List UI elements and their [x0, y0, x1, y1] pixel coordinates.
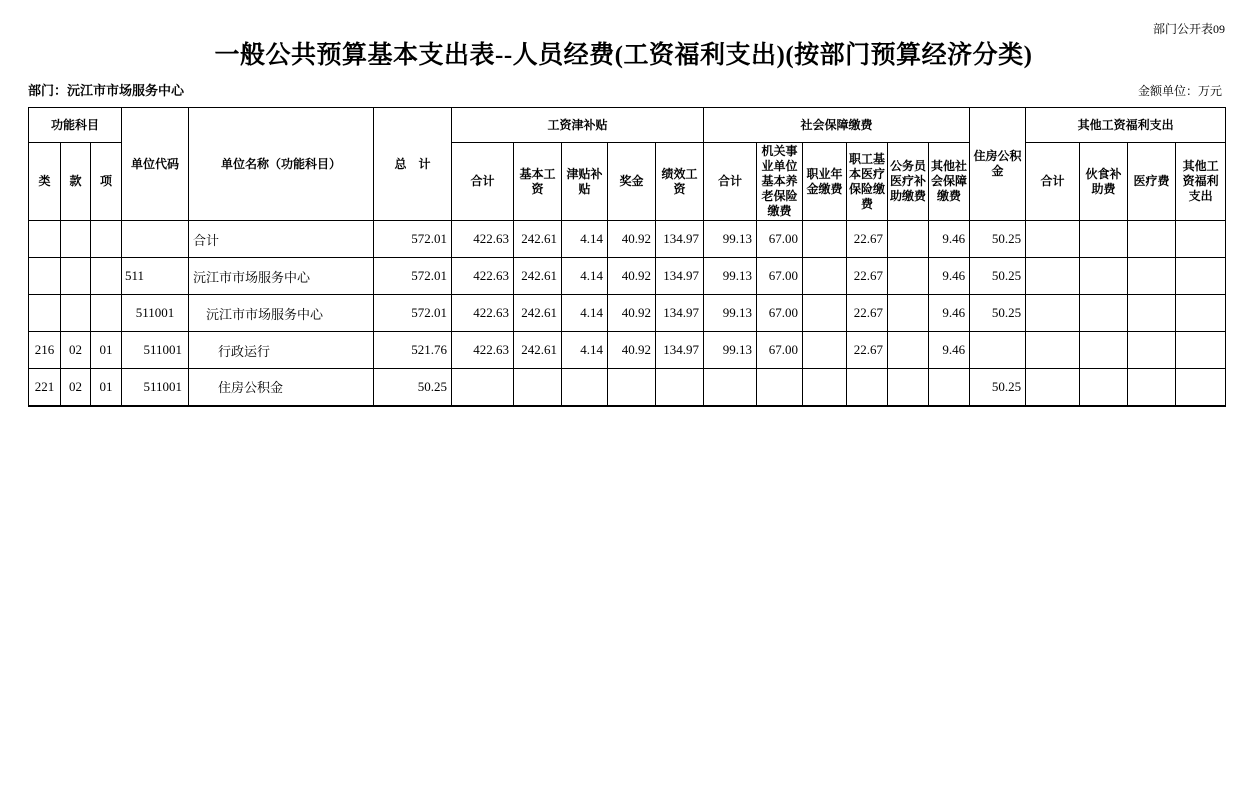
- cell-value: [1080, 332, 1128, 369]
- cell-value: 521.76: [374, 332, 452, 369]
- cell-value: 50.25: [970, 295, 1026, 332]
- cell-value: 67.00: [757, 221, 803, 258]
- cell-value: 572.01: [374, 295, 452, 332]
- cell-value: [1080, 221, 1128, 258]
- cell-value: 4.14: [562, 332, 608, 369]
- department-label: 部门：沅江市市场服务中心: [28, 83, 185, 98]
- header-grand-total: 总 计: [374, 108, 452, 221]
- table-body: [29, 221, 1226, 406]
- cell-value: 9.46: [929, 332, 970, 369]
- header-social-total: 合计: [704, 143, 757, 221]
- header-other-medical-fee: 医疗费: [1128, 143, 1176, 221]
- budget-table: [28, 107, 1226, 407]
- cell-section: [61, 258, 91, 295]
- cell-value: 67.00: [757, 295, 803, 332]
- table-row: [29, 221, 1226, 258]
- cell-unit-code: 511001: [122, 332, 189, 369]
- cell-value: [1176, 258, 1226, 295]
- cell-value: 134.97: [656, 332, 704, 369]
- header-social-civil-medical: 公务员医疗补助缴费: [888, 143, 929, 221]
- cell-value: 22.67: [847, 332, 888, 369]
- cell-value: [757, 369, 803, 406]
- cell-value: 134.97: [656, 221, 704, 258]
- cell-value: 50.25: [374, 369, 452, 406]
- cell-value: 422.63: [452, 295, 514, 332]
- cell-value: [704, 369, 757, 406]
- cell-value: [1128, 295, 1176, 332]
- cell-value: 422.63: [452, 221, 514, 258]
- header-row-groups: [29, 108, 1226, 143]
- header-other-total: 合计: [1026, 143, 1080, 221]
- cell-unit-name: 住房公积金: [189, 369, 374, 406]
- cell-class: [29, 221, 61, 258]
- cell-value: 4.14: [562, 258, 608, 295]
- cell-value: 9.46: [929, 221, 970, 258]
- header-other-misc: 其他工资福利支出: [1176, 143, 1226, 221]
- cell-value: [803, 295, 847, 332]
- cell-item: [91, 258, 122, 295]
- cell-value: [888, 295, 929, 332]
- cell-value: [888, 369, 929, 406]
- cell-section: 02: [61, 369, 91, 406]
- header-social-pension: 机关事业单位基本养老保险缴费: [757, 143, 803, 221]
- cell-value: 99.13: [704, 332, 757, 369]
- cell-value: [1128, 258, 1176, 295]
- cell-value: [452, 369, 514, 406]
- cell-value: 242.61: [514, 295, 562, 332]
- cell-value: 40.92: [608, 295, 656, 332]
- cell-value: 572.01: [374, 221, 452, 258]
- cell-value: 9.46: [929, 295, 970, 332]
- header-wage-basic: 基本工资: [514, 143, 562, 221]
- header-social-medical: 职工基本医疗保险缴费: [847, 143, 888, 221]
- cell-value: [1176, 332, 1226, 369]
- cell-section: 02: [61, 332, 91, 369]
- cell-value: 134.97: [656, 258, 704, 295]
- cell-unit-name: 沅江市市场服务中心: [189, 295, 374, 332]
- cell-value: [1026, 332, 1080, 369]
- cell-value: [888, 221, 929, 258]
- cell-value: [656, 369, 704, 406]
- cell-unit-name: 行政运行: [189, 332, 374, 369]
- cell-item: 01: [91, 369, 122, 406]
- cell-item: [91, 295, 122, 332]
- table-header: [29, 108, 1226, 221]
- header-wage-total: 合计: [452, 143, 514, 221]
- meta-row: [28, 80, 1222, 99]
- cell-value: [803, 258, 847, 295]
- cell-value: [888, 332, 929, 369]
- cell-value: [847, 369, 888, 406]
- cell-value: 4.14: [562, 295, 608, 332]
- cell-value: [1128, 369, 1176, 406]
- cell-unit-name: 合计: [189, 221, 374, 258]
- cell-value: [1176, 221, 1226, 258]
- cell-unit-code: 511: [122, 258, 189, 295]
- cell-value: [1026, 258, 1080, 295]
- cell-value: 422.63: [452, 332, 514, 369]
- cell-value: [1026, 221, 1080, 258]
- cell-value: 22.67: [847, 295, 888, 332]
- cell-value: 572.01: [374, 258, 452, 295]
- cell-value: 22.67: [847, 258, 888, 295]
- cell-unit-name: 沅江市市场服务中心: [189, 258, 374, 295]
- table-row: [29, 295, 1226, 332]
- cell-class: 221: [29, 369, 61, 406]
- cell-value: 9.46: [929, 258, 970, 295]
- cell-value: [562, 369, 608, 406]
- form-code-label: 部门公开表09: [1152, 22, 1225, 36]
- header-wage-allowance: 津贴补贴: [562, 143, 608, 221]
- cell-value: 50.25: [970, 369, 1026, 406]
- table-row: [29, 369, 1226, 406]
- cell-section: [61, 295, 91, 332]
- header-unit-code: 单位代码: [122, 108, 189, 221]
- cell-value: 99.13: [704, 295, 757, 332]
- cell-unit-code: [122, 221, 189, 258]
- header-item: 项: [91, 143, 122, 221]
- cell-item: 01: [91, 332, 122, 369]
- cell-section: [61, 221, 91, 258]
- cell-value: [608, 369, 656, 406]
- cell-value: 67.00: [757, 332, 803, 369]
- header-housing-fund: 住房公积金: [970, 108, 1026, 221]
- table-row: [29, 258, 1226, 295]
- cell-value: [1128, 332, 1176, 369]
- cell-unit-code: 511001: [122, 295, 189, 332]
- cell-value: 242.61: [514, 258, 562, 295]
- header-class: 类: [29, 143, 61, 221]
- cell-value: 4.14: [562, 221, 608, 258]
- cell-value: 242.61: [514, 332, 562, 369]
- cell-value: [1176, 295, 1226, 332]
- header-social-group: 社会保障缴费: [704, 108, 970, 143]
- cell-value: 40.92: [608, 258, 656, 295]
- cell-value: [803, 369, 847, 406]
- cell-value: 40.92: [608, 332, 656, 369]
- cell-value: 50.25: [970, 258, 1026, 295]
- cell-value: 422.63: [452, 258, 514, 295]
- cell-value: [514, 369, 562, 406]
- page-title: 一般公共预算基本支出表--人员经费(工资福利支出)(按部门预算经济分类): [214, 42, 1033, 69]
- header-wage-performance: 绩效工资: [656, 143, 704, 221]
- cell-value: 99.13: [704, 221, 757, 258]
- cell-item: [91, 221, 122, 258]
- header-wage-group: 工资津补贴: [452, 108, 704, 143]
- cell-value: 99.13: [704, 258, 757, 295]
- header-wage-bonus: 奖金: [608, 143, 656, 221]
- header-social-other: 其他社会保障缴费: [929, 143, 970, 221]
- cell-value: 67.00: [757, 258, 803, 295]
- cell-value: [888, 258, 929, 295]
- cell-value: [929, 369, 970, 406]
- cell-value: [1176, 369, 1226, 406]
- cell-class: [29, 258, 61, 295]
- header-func-group: 功能科目: [29, 108, 122, 143]
- header-social-annuity: 职业年金缴费: [803, 143, 847, 221]
- cell-value: [1080, 258, 1128, 295]
- cell-class: 216: [29, 332, 61, 369]
- cell-value: [970, 332, 1026, 369]
- header-other-group: 其他工资福利支出: [1026, 108, 1226, 143]
- header-other-meal: 伙食补助费: [1080, 143, 1128, 221]
- amount-unit-label: 金额单位：万元: [1137, 84, 1222, 98]
- cell-value: 22.67: [847, 221, 888, 258]
- cell-value: 40.92: [608, 221, 656, 258]
- cell-value: 134.97: [656, 295, 704, 332]
- header-unit-name: 单位名称（功能科目）: [189, 108, 374, 221]
- cell-value: [1026, 295, 1080, 332]
- cell-value: 50.25: [970, 221, 1026, 258]
- cell-value: [803, 221, 847, 258]
- cell-value: [1026, 369, 1080, 406]
- cell-value: [803, 332, 847, 369]
- cell-value: 242.61: [514, 221, 562, 258]
- cell-value: [1080, 295, 1128, 332]
- cell-value: [1128, 221, 1176, 258]
- cell-value: [1080, 369, 1128, 406]
- cell-class: [29, 295, 61, 332]
- table-row: [29, 332, 1226, 369]
- cell-unit-code: 511001: [122, 369, 189, 406]
- header-section: 款: [61, 143, 91, 221]
